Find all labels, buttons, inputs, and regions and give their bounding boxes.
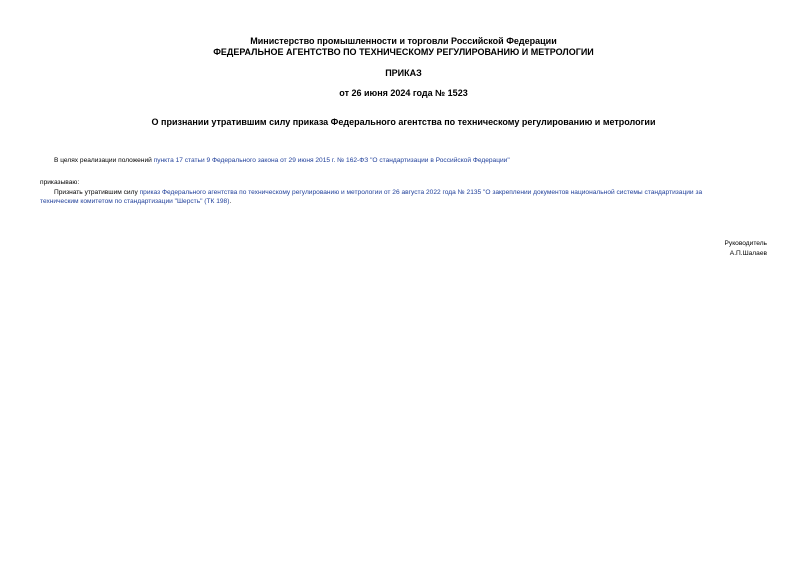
document-date-number: от 26 июня 2024 года № 1523: [339, 88, 468, 98]
ministry-name: Министерство промышленности и торговли Российской Федерации: [250, 36, 557, 46]
document-title: О признании утратившим силу приказа Федерального агентства по техническому регулированию и метрологии: [151, 117, 656, 127]
preamble-prefix: В целях реализации положений: [54, 157, 154, 164]
signature-name: А.П.Шалаев: [729, 250, 767, 257]
order-word: приказываю:: [40, 179, 80, 186]
order-item-suffix: .: [229, 198, 232, 205]
document-type: ПРИКАЗ: [385, 68, 422, 78]
signature-position: Руководитель: [724, 240, 767, 247]
order-item-line-2: [40, 197, 231, 206]
revoked-order-link-part-2[interactable]: техническим комитетом по стандартизации "Шерсть" (ТК 198): [40, 198, 230, 205]
revoked-order-link-part-1[interactable]: приказ Федерального агентства по техническому регулированию и метрологии от 26 августа 2022 года № 2135 "О закреплении документов национальной системы стандартизации за: [139, 189, 703, 196]
order-item-prefix: Признать утратившим силу: [54, 189, 140, 196]
preamble-paragraph: [54, 156, 510, 165]
order-item-line-1: [54, 188, 702, 197]
agency-name: ФЕДЕРАЛЬНОЕ АГЕНТСТВО ПО ТЕХНИЧЕСКОМУ РЕГУЛИРОВАНИЮ И МЕТРОЛОГИИ: [213, 47, 594, 57]
law-reference-link[interactable]: пункта 17 статьи 9 Федерального закона от 29 июня 2015 г. № 162-ФЗ "О стандартизации в Российской Федерации": [153, 157, 510, 164]
